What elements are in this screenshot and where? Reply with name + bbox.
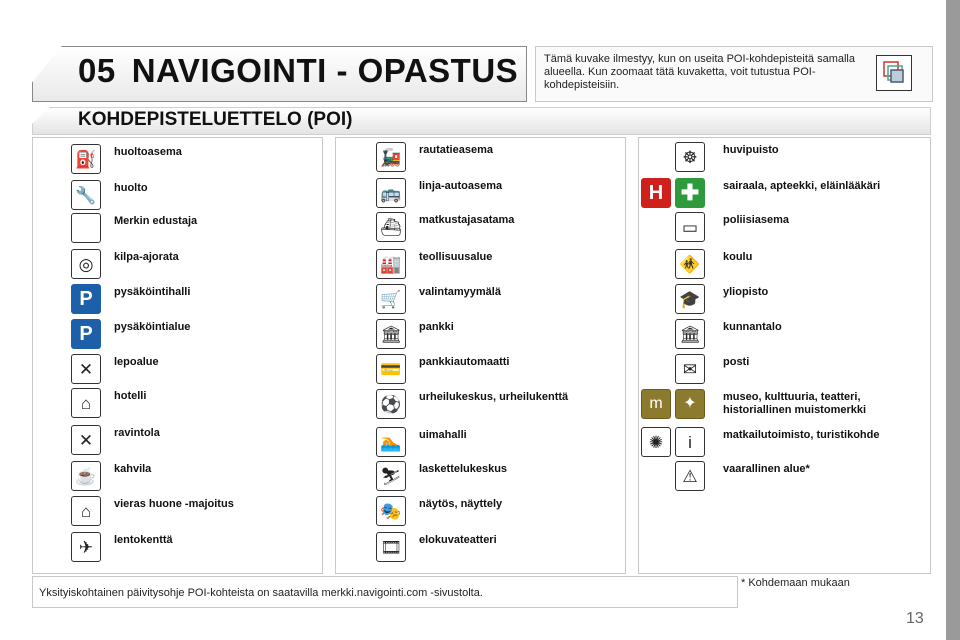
poi-column-2 bbox=[335, 137, 626, 574]
rest-area-icon: ✕ bbox=[71, 354, 101, 384]
poi-list-item bbox=[336, 284, 625, 318]
poi-label: pankki bbox=[419, 321, 454, 333]
poi-label: näytös, näyttely bbox=[419, 498, 503, 510]
poi-list-item bbox=[33, 180, 322, 214]
brand-dealer-icon bbox=[71, 213, 101, 243]
poi-list-item bbox=[336, 389, 625, 423]
poi-label: teollisuusalue bbox=[419, 251, 493, 263]
stacked-poi-icon bbox=[876, 55, 912, 91]
poi-label: koulu bbox=[723, 251, 753, 263]
poi-list-item bbox=[33, 319, 322, 353]
poi-label: huoltoasema bbox=[114, 146, 182, 158]
poi-label: vieras huone -majoitus bbox=[114, 498, 234, 510]
tourist-info-icon: i bbox=[675, 427, 705, 457]
poi-label: rautatieasema bbox=[419, 144, 493, 156]
restaurant-icon: ✕ bbox=[71, 425, 101, 455]
poi-label: pysäköintialue bbox=[114, 321, 191, 333]
side-bar bbox=[946, 0, 960, 640]
poi-list-item bbox=[639, 212, 930, 246]
poi-label: Merkin edustaja bbox=[114, 215, 198, 227]
poi-label: vaarallinen alue* bbox=[723, 463, 810, 475]
parking-garage-icon: P bbox=[71, 284, 101, 314]
theatre-masks-icon: 🎭 bbox=[376, 496, 406, 526]
poi-list-item bbox=[639, 249, 930, 283]
parking-area-icon: P bbox=[71, 319, 101, 349]
wrench-icon: 🔧 bbox=[71, 180, 101, 210]
poi-label: matkustajasatama bbox=[419, 214, 515, 226]
page-number: 13 bbox=[906, 610, 924, 627]
cinema-film-icon: 🎞 bbox=[376, 532, 406, 562]
poi-list-item bbox=[336, 319, 625, 353]
poi-label: huvipuisto bbox=[723, 144, 779, 156]
poi-label: pysäköintihalli bbox=[114, 286, 191, 298]
poi-label: pankkiautomaatti bbox=[419, 356, 510, 368]
poi-list-item bbox=[639, 461, 930, 495]
poi-list-item bbox=[33, 461, 322, 495]
note-text: Tämä kuvake ilmestyy, kun on useita POI-kohdepisteitä samalla alueella. Kun zoomaat tätä kuvaketta, voit tutustua POI-kohdepisteisiin. bbox=[544, 53, 855, 91]
poi-label: urheilukeskus, urheilukenttä bbox=[419, 391, 569, 403]
school-children-icon: 🚸 bbox=[675, 249, 705, 279]
poi-list-item bbox=[639, 354, 930, 388]
poi-label: lepoalue bbox=[114, 356, 159, 368]
poi-list-item bbox=[639, 319, 930, 353]
poi-label: linja-autoasema bbox=[419, 180, 503, 192]
poi-list-item bbox=[639, 427, 930, 461]
poi-list-item bbox=[336, 427, 625, 461]
cafe-cup-icon: ☕ bbox=[71, 461, 101, 491]
poi-column-3 bbox=[638, 137, 931, 574]
warning-triangle-icon: ⚠ bbox=[675, 461, 705, 491]
poi-label: uimahalli bbox=[419, 429, 467, 441]
police-station-icon: ▭ bbox=[675, 212, 705, 242]
town-hall-icon: 🏛 bbox=[675, 319, 705, 349]
poi-list-item bbox=[33, 144, 322, 178]
note-box bbox=[535, 46, 933, 102]
bus-station-icon: 🚌 bbox=[376, 178, 406, 208]
footer-text: Yksityiskohtainen päivitysohje POI-kohteista on saatavilla merkki.navigointi.com -sivustolta. bbox=[39, 587, 483, 599]
poi-label: yliopisto bbox=[723, 286, 769, 298]
footer-box bbox=[32, 576, 738, 608]
atm-icon: 💳 bbox=[376, 354, 406, 384]
poi-list-item bbox=[33, 284, 322, 318]
poi-list-item bbox=[639, 178, 930, 212]
race-track-icon: ◎ bbox=[71, 249, 101, 279]
poi-list-item bbox=[33, 532, 322, 566]
poi-column-1 bbox=[32, 137, 323, 574]
ski-resort-icon: ⛷ bbox=[376, 461, 406, 491]
swimming-pool-icon: 🏊 bbox=[376, 427, 406, 457]
poi-list-item bbox=[336, 532, 625, 566]
poi-label: poliisiasema bbox=[723, 214, 790, 226]
hotel-bed-icon: ⌂ bbox=[71, 388, 101, 418]
poi-list-item bbox=[33, 388, 322, 422]
tourist-attraction-icon: ✺ bbox=[641, 427, 671, 457]
poi-label: kahvila bbox=[114, 463, 152, 475]
poi-label: lentokenttä bbox=[114, 534, 173, 546]
section-title: KOHDEPISTELUETTELO (POI) bbox=[78, 109, 353, 130]
shopping-cart-icon: 🛒 bbox=[376, 284, 406, 314]
chapter-number: 05 bbox=[78, 52, 116, 89]
poi-list-item bbox=[336, 354, 625, 388]
poi-label: valintamyymälä bbox=[419, 286, 501, 298]
poi-list-item bbox=[33, 213, 322, 247]
poi-label: sairaala, apteekki, eläinlääkäri bbox=[723, 180, 881, 192]
poi-label: kilpa-ajorata bbox=[114, 251, 179, 263]
ferry-port-icon: ⛴ bbox=[376, 212, 406, 242]
poi-label: matkailutoimisto, turistikohde bbox=[723, 429, 880, 441]
poi-list-item bbox=[336, 142, 625, 176]
footnote: * Kohdemaan mukaan bbox=[741, 577, 850, 589]
museum-icon: m bbox=[641, 389, 671, 419]
university-icon: 🎓 bbox=[675, 284, 705, 314]
poi-list-item bbox=[336, 461, 625, 495]
poi-label: ravintola bbox=[114, 427, 160, 439]
bank-icon: 🏛 bbox=[376, 319, 406, 349]
industrial-area-icon: 🏭 bbox=[376, 249, 406, 279]
poi-list-item bbox=[33, 354, 322, 388]
poi-list-item bbox=[639, 284, 930, 318]
train-station-icon: 🚂 bbox=[376, 142, 406, 172]
poi-list-item bbox=[336, 212, 625, 246]
sports-centre-icon: ⚽ bbox=[376, 389, 406, 419]
poi-list-item bbox=[336, 178, 625, 212]
poi-label: kunnantalo bbox=[723, 321, 782, 333]
poi-list-item bbox=[336, 249, 625, 283]
chapter-title: NAVIGOINTI - OPASTUS bbox=[131, 52, 519, 89]
poi-list-item bbox=[33, 496, 322, 530]
page-title bbox=[78, 52, 518, 90]
fuel-pump-icon: ⛽ bbox=[71, 144, 101, 174]
poi-list-item bbox=[33, 249, 322, 283]
poi-label: museo, kulttuuria, teatteri, historiallinen muistomerkki bbox=[723, 391, 867, 416]
poi-list-item bbox=[33, 425, 322, 459]
hospital-icon: H bbox=[641, 178, 671, 208]
poi-list-item bbox=[336, 496, 625, 530]
poi-label: laskettelukeskus bbox=[419, 463, 508, 475]
pharmacy-cross-icon: ✚ bbox=[675, 178, 705, 208]
ferris-wheel-icon: ☸ bbox=[675, 142, 705, 172]
poi-label: elokuvateatteri bbox=[419, 534, 497, 546]
poi-list-item bbox=[639, 142, 930, 176]
poi-label: hotelli bbox=[114, 390, 147, 402]
monument-icon: ✦ bbox=[675, 389, 705, 419]
airport-plane-icon: ✈ bbox=[71, 532, 101, 562]
poi-list-item bbox=[639, 389, 930, 423]
post-envelope-icon: ✉ bbox=[675, 354, 705, 384]
guest-room-icon: ⌂ bbox=[71, 496, 101, 526]
poi-label: huolto bbox=[114, 182, 148, 194]
poi-label: posti bbox=[723, 356, 750, 368]
